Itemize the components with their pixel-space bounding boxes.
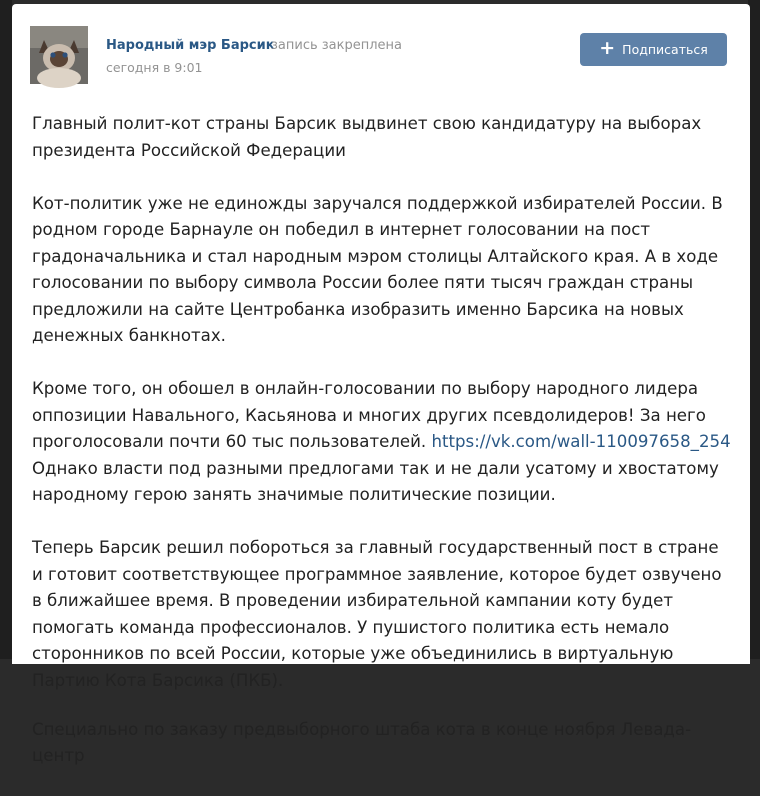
subscribe-button[interactable]: [580, 33, 727, 66]
paragraph-3-text: Кроме того, он обошел в онлайн-голосовании по выбору народного лидера оппозиции Навального, Касьянова и многих других псевдолидеров! За него проголосовали почти 60 тыс пользователей.: [32, 379, 706, 451]
post-card: [12, 4, 750, 765]
paragraph-1: Главный полит-кот страны Барсик выдвинет свою кандидатуру на выборах президента Российской Федерации: [32, 114, 702, 160]
post-text: [32, 111, 732, 796]
post-time[interactable]: сегодня в 9:01: [106, 60, 203, 75]
author-name[interactable]: Народный мэр Барсик: [106, 38, 275, 53]
window-frame-left: [0, 0, 12, 659]
avatar[interactable]: [30, 26, 88, 84]
paragraph-3-text-end: Однако власти под разными предлогами так и не дали усатому и хвостатому народному герою занять значимые политические позиции.: [32, 458, 719, 504]
pinned-label: запись закреплена: [271, 38, 403, 53]
vk-wall-link[interactable]: https://vk.com/wall-110097658_254: [431, 432, 731, 451]
subscribe-label: Подписаться: [622, 42, 708, 57]
cat-avatar-icon: [30, 26, 88, 84]
paragraph-4: Теперь Барсик решил побороться за главный государственный пост в стране и готовит соответствующее программное заявление, которое будет озвучено в ближайшее время. В проведении избирательной кампании коту будет помогать команда профессионалов. У пушистого политика есть немало сторонников по всей России, которые уже объединились в виртуальную Партию Кота Барсика (ПКБ).: [32, 538, 722, 690]
paragraph-5-partial: Специально по заказу предвыборного штаба кота в конце ноября Левада-центр: [32, 719, 692, 765]
paragraph-3: [32, 376, 732, 509]
paragraph-2: Кот-политик уже не единожды заручался поддержкой избирателей России. В родном городе Барнауле он победил в интернет голосовании на пост градоначальника и стал народным мэром столицы Алтайского края. А в ходе голосовании по выбору символа России более пяти тысяч граждан страны предложили на сайте Центробанка изобразить именно Барсика на новых денежных банкнотах.: [32, 193, 723, 345]
plus-icon: +: [599, 37, 616, 59]
